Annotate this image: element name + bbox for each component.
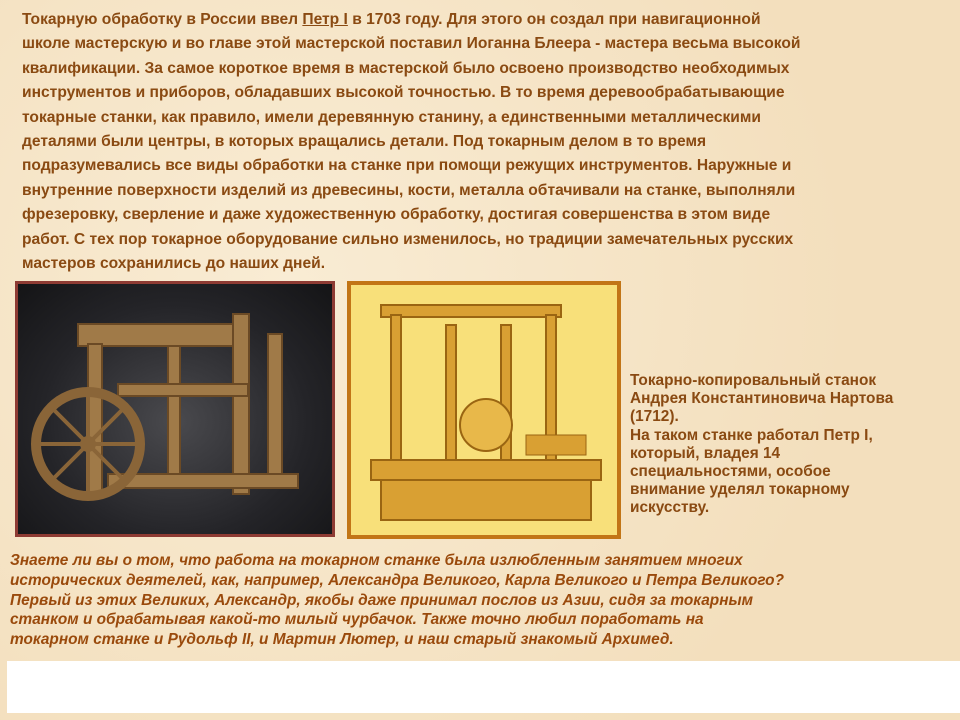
text-line: школе мастерскую и во главе этой мастерской поставил Иоганна Блеера - мастера весьма высокой xyxy=(22,35,801,53)
blank-overlay-box xyxy=(7,661,960,713)
main-paragraph xyxy=(22,8,952,276)
caption-line: искусству. xyxy=(630,499,710,517)
text-line: фрезеровку, сверление и даже художественную обработку, достигая совершенства в этом виде xyxy=(22,206,771,224)
text-line: мастеров сохранились до наших дней. xyxy=(22,255,326,273)
wooden-lathe-photo xyxy=(15,281,335,537)
caption-line: Андрея Константиновича Нартова xyxy=(630,390,894,408)
text-line: деталями были центры, в которых вращались детали. Под токарным делом в то время xyxy=(22,133,707,151)
lathe-caption xyxy=(630,372,950,518)
text-line: инструментов и приборов, обладавших высокой точностью. В то время деревообрабатывающие xyxy=(22,84,785,102)
text-line: Знаете ли вы о том, что работа на токарном станке была излюбленным занятием многих xyxy=(10,552,743,569)
wooden-lathe-illustration xyxy=(18,284,332,534)
text-line: токарные станки, как правило, имели деревянную станину, а единственными металлическими xyxy=(22,108,762,126)
caption-line: внимание уделял токарному xyxy=(630,481,850,499)
caption-line: специальностями, особое xyxy=(630,463,831,481)
caption-line: который, владея 14 xyxy=(630,444,781,462)
text-line: квалификации. За самое короткое время в мастерской было освоено производство необходимых xyxy=(22,59,790,77)
text-line: исторических деятелей, как, например, Александра Великого, Карла Великого и Петра Великого? xyxy=(10,571,784,589)
caption-line: На таком станке работал Петр I, xyxy=(630,426,873,444)
text-line: подразумевались все виды обработки на станке при помощи режущих инструментов. Наружные и xyxy=(22,157,792,175)
nartov-lathe-illustration xyxy=(351,285,617,535)
text-line: внутренние поверхности изделий из древесины, кости, металла обтачивали на станке, выполняли xyxy=(22,181,796,199)
text-line: станком и обрабатывая какой-то милый чурбачок. Также точно любил поработать на xyxy=(10,611,704,629)
text-line: Первый из этих Великих, Александр, якобы даже принимал послов из Азии, сидя за токарным xyxy=(10,591,754,609)
text-line: токарном станке и Рудольф II, и Мартин Лютер, и наш старый знакомый Архимед. xyxy=(10,631,674,649)
nartov-lathe-drawing xyxy=(347,281,621,539)
text-segment: в 1703 году. Для этого он создал при навигационной xyxy=(347,11,761,28)
text-segment: Токарную обработку в России ввел xyxy=(22,11,303,28)
text-line: работ. С тех пор токарное оборудование сильно изменилось, но традиции замечательных русских xyxy=(22,230,794,248)
caption-line: (1712). xyxy=(630,408,679,426)
text-line xyxy=(22,8,952,32)
petr-link[interactable]: Петр I xyxy=(302,11,348,28)
did-you-know-paragraph xyxy=(10,551,950,650)
caption-line: Токарно-копировальный станок xyxy=(630,372,877,389)
